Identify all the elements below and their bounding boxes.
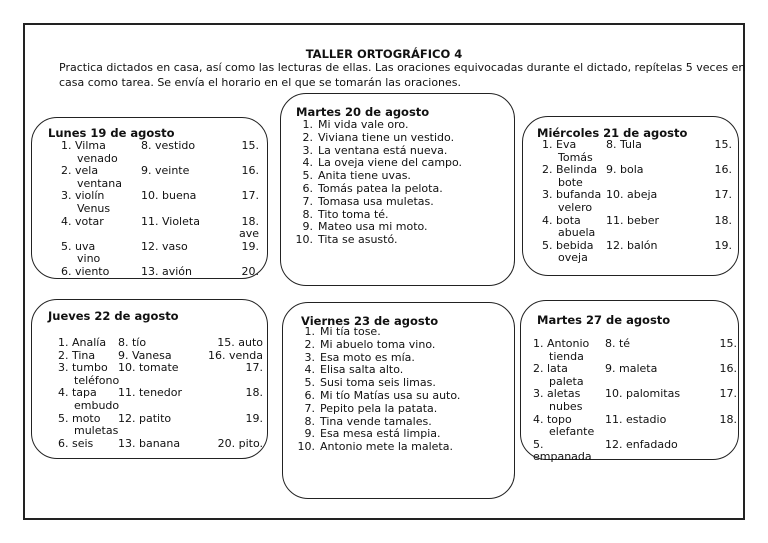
heading-martes-20: Martes 20 de agosto (296, 105, 430, 119)
sentence-number: 1. (302, 118, 313, 131)
sentence-number: 10. (295, 233, 313, 247)
word-entry: 16. venda (208, 348, 263, 362)
sentence-number: 5. (302, 169, 313, 183)
word-entry: 12. patito (118, 411, 172, 425)
worksheet-title: TALLER ORTOGRÁFICO 4 (305, 47, 463, 61)
heading-miercoles: Miércoles 21 de agosto (537, 126, 688, 140)
word-entry: 19. (714, 238, 732, 252)
word-entry: 1. Analía (58, 336, 107, 349)
sentence-text: Mi tío Matías usa su auto. (320, 388, 461, 402)
word-entry: 11. tenedor (118, 386, 183, 400)
word-entry: 9. maleta (605, 362, 658, 376)
word-entry: 12. enfadado (605, 437, 678, 451)
sentence-number: 9. (304, 427, 315, 441)
word-entry: 9. Vanesa (118, 348, 172, 362)
sentence-number: 6. (304, 388, 315, 402)
word-entry: 10. buena (141, 189, 197, 203)
sentence-number: 4. (304, 363, 315, 377)
word-entry: 11. Violeta (141, 214, 200, 228)
box-jueves (31, 299, 268, 459)
word-entry: 13. avión (141, 264, 192, 278)
word-entry: 20. (241, 264, 259, 278)
word-list-jueves (58, 337, 263, 450)
word-entry: 5. empanada (533, 437, 592, 464)
sentence-text: Tina vende tamales. (320, 414, 432, 428)
sentence-text: Susi toma seis limas. (320, 376, 436, 390)
word-row (58, 387, 263, 412)
word-entry: 1. Vilma venado (61, 139, 118, 165)
sentence-text: Mi tía tose. (320, 325, 381, 338)
sentence-number: 10. (297, 440, 315, 454)
sentence-list-viernes (297, 326, 460, 454)
word-list-miercoles (542, 139, 732, 265)
box-lunes (31, 117, 268, 279)
word-entry: 17. (719, 387, 737, 401)
word-entry: 2. Tina (58, 348, 96, 362)
word-entry: 17. (241, 189, 259, 203)
sentence-number: 5. (304, 376, 315, 390)
word-row (542, 189, 732, 214)
sentence-text: Antonio mete la maleta. (320, 440, 453, 454)
word-entry: 1. Eva Tomás (542, 138, 593, 164)
word-entry: 9. veinte (141, 164, 190, 178)
word-entry: 2. Belinda bote (542, 163, 598, 189)
word-row (61, 190, 259, 215)
word-row (61, 216, 259, 241)
word-entry: 17. (245, 361, 263, 375)
word-entry: 8. té (605, 337, 631, 350)
word-entry: 8. vestido (141, 139, 196, 152)
sentence-text: Mi abuelo toma vino. (320, 337, 436, 351)
word-row (542, 139, 732, 164)
word-entry: 4. topo elefante (533, 412, 595, 439)
word-entry: 15. (719, 337, 737, 350)
sentence-number: 2. (304, 337, 315, 351)
sentence-number: 7. (304, 401, 315, 415)
word-entry: 15. (714, 138, 732, 151)
word-entry: 19. (245, 411, 263, 425)
word-entry: 3. bufanda velero (542, 188, 602, 214)
heading-jueves: Jueves 22 de agosto (48, 309, 179, 323)
sentence-number: 3. (304, 350, 315, 364)
word-row (542, 240, 732, 265)
word-row (533, 338, 737, 363)
heading-lunes: Lunes 19 de agosto (48, 126, 175, 140)
sentence-text: Mi vida vale oro. (318, 118, 409, 131)
sentence-number: 7. (302, 194, 313, 208)
sentence-text: La ventana está nueva. (318, 143, 448, 157)
sentence-item (297, 441, 460, 454)
word-entry: 8. Tula (606, 138, 642, 151)
word-entry: 20. pito. (217, 436, 263, 450)
word-row (61, 266, 259, 279)
word-entry: 1. Antonio tienda (533, 337, 590, 363)
sentence-number: 6. (302, 181, 313, 195)
word-row (533, 414, 737, 439)
word-entry: 4. votar (61, 214, 104, 228)
box-miercoles (522, 116, 739, 276)
word-row (542, 164, 732, 189)
sentence-text: Mateo usa mi moto. (318, 220, 428, 234)
word-entry: 17. (714, 188, 732, 202)
word-list-lunes (61, 140, 259, 279)
sentence-text: Esa mesa está limpia. (320, 427, 441, 441)
sentence-text: Tomasa usa muletas. (318, 194, 434, 208)
sentence-text: Tito toma té. (318, 207, 389, 221)
word-entry: 12. vaso (141, 239, 188, 253)
word-entry: 3. tumbo teléfono (58, 361, 120, 387)
word-entry: 3. violín Venus (61, 189, 111, 215)
sentence-text: Tita se asustó. (318, 233, 398, 247)
word-entry: 16. (241, 164, 259, 178)
word-entry: 4. bota abuela (542, 213, 596, 240)
sentence-item (295, 234, 462, 247)
word-row (533, 363, 737, 388)
word-entry: 11. beber (606, 213, 660, 227)
heading-martes-27: Martes 27 de agosto (537, 313, 671, 327)
word-entry: 10. palomitas (605, 387, 681, 401)
sentence-text: Elisa salta alto. (320, 363, 404, 377)
word-entry: 19. (241, 239, 259, 253)
word-entry: 2. lata paleta (533, 362, 584, 388)
sentence-text: Tomás patea la pelota. (318, 181, 443, 195)
word-entry: 12. balón (606, 238, 658, 252)
word-entry: 10. abeja (606, 188, 658, 202)
word-row (61, 165, 259, 190)
word-entry: 18. (245, 386, 263, 400)
sentence-number: 4. (302, 156, 313, 170)
word-entry: 6. viento (61, 264, 110, 278)
word-entry: 4. tapa embudo (58, 386, 120, 412)
box-martes-20 (280, 93, 515, 286)
box-viernes (282, 302, 515, 499)
word-entry: 15. auto (217, 336, 263, 349)
word-entry: 18. ave (238, 214, 259, 241)
sentence-text: Anita tiene uvas. (318, 169, 411, 183)
word-entry: 5. bebida oveja (542, 238, 594, 265)
word-row (61, 140, 259, 165)
word-entry: 11. estadio (605, 412, 667, 426)
word-row (61, 241, 259, 266)
word-entry: 5. moto muletas (58, 411, 119, 438)
word-entry: 5. uva vino (61, 239, 101, 266)
sentence-list-martes-20 (295, 119, 462, 247)
sentence-text: Esa moto es mía. (320, 350, 415, 364)
word-entry: 9. bola (606, 163, 644, 177)
sentence-number: 8. (304, 414, 315, 428)
word-row (58, 438, 263, 451)
sentence-number: 3. (302, 143, 313, 157)
word-entry: 13. banana (118, 436, 181, 450)
word-entry: 3. aletas nubes (533, 387, 583, 413)
box-martes-27 (520, 300, 739, 464)
sentence-text: Pepito pela la patata. (320, 401, 438, 415)
word-list-martes-27 (533, 338, 737, 464)
word-row (533, 439, 737, 464)
word-entry: 16. (719, 362, 737, 376)
word-entry: 15. (241, 139, 259, 152)
sentence-number: 9. (302, 220, 313, 234)
word-entry: 10. tomate (118, 361, 179, 375)
word-row (58, 337, 263, 350)
word-entry: 8. tío (118, 336, 147, 349)
sentence-text: Viviana tiene un vestido. (318, 130, 455, 144)
word-row (533, 388, 737, 413)
word-entry: 18. (719, 412, 737, 426)
sentence-text: La oveja viene del campo. (318, 156, 463, 170)
sentence-number: 8. (302, 207, 313, 221)
word-entry: 6. seis (58, 436, 94, 450)
word-row (542, 215, 732, 240)
sentence-number: 1. (304, 325, 315, 338)
word-row (58, 413, 263, 438)
word-row (58, 362, 263, 387)
word-entry: 2. vela ventana (61, 164, 123, 190)
heading-viernes: Viernes 23 de agosto (301, 314, 439, 328)
word-entry: 16. (714, 163, 732, 177)
word-entry (697, 439, 737, 464)
worksheet-instructions: Practica dictados en casa, así como las lecturas de ellas. Las oraciones equivocadas durante el dictado, repítelas 5 veces en casa como tarea. Se envía el horario en el que se tomarán las oraciones. (59, 61, 746, 89)
sentence-number: 2. (302, 130, 313, 144)
word-entry: 18. (714, 213, 732, 227)
